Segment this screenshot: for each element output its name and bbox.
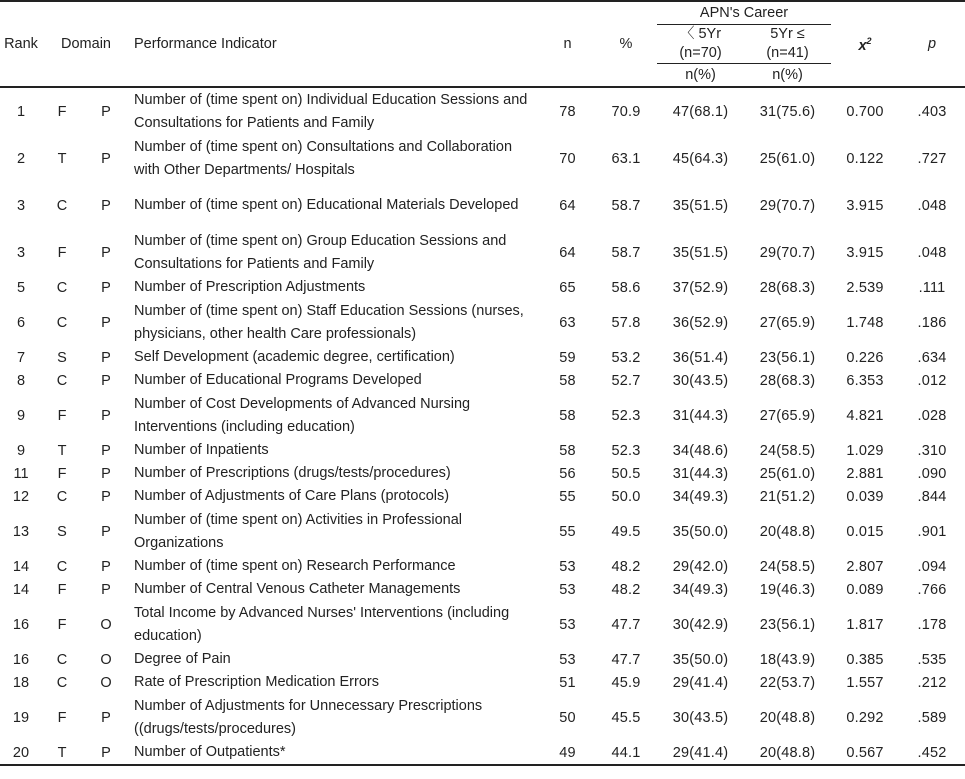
domain-type-cell: C: [56, 372, 68, 389]
p-cell: .844: [917, 488, 947, 505]
pct-cell: 50.0: [611, 488, 641, 505]
domain-kind-cell: P: [101, 709, 111, 726]
n-cell: 64: [559, 244, 576, 261]
p-cell: .094: [917, 558, 947, 575]
chi-cell: 1.817: [846, 616, 884, 633]
p-cell: .634: [917, 349, 947, 366]
indicator-cell: Rate of Prescription Medication Errors: [134, 674, 379, 690]
p-cell: .310: [917, 442, 947, 459]
pct-cell: 50.5: [611, 465, 641, 482]
n-cell: 59: [559, 349, 576, 366]
ge5-cell: 24(58.5): [759, 558, 816, 575]
pct-cell: 53.2: [611, 349, 641, 366]
n-cell: 51: [559, 674, 576, 691]
n-cell: 55: [559, 488, 576, 505]
n-cell: 63: [559, 314, 576, 331]
header-pct: %: [595, 1, 657, 87]
header-career-group: APN's Career: [657, 1, 831, 25]
rank-cell: 18: [12, 674, 30, 691]
rank-cell: 9: [16, 407, 26, 424]
domain-type-cell: C: [56, 674, 68, 691]
header-p: p: [899, 1, 965, 87]
ge5-cell: 31(75.6): [759, 103, 816, 120]
table-row: [0, 462, 965, 485]
rank-cell: 7: [16, 349, 26, 366]
pct-cell: 58.7: [611, 244, 641, 261]
lt5-cell: 29(41.4): [672, 674, 729, 691]
lt5-cell: 34(49.3): [672, 581, 729, 598]
p-cell: .048: [917, 244, 947, 261]
domain-type-cell: S: [57, 523, 67, 540]
header-indicator: Performance Indicator: [130, 1, 540, 87]
n-cell: 58: [559, 442, 576, 459]
ge5-cell: 21(51.2): [759, 488, 816, 505]
p-cell: .111: [918, 279, 946, 296]
domain-type-cell: F: [57, 616, 67, 633]
rank-cell: 9: [16, 442, 26, 459]
n-cell: 53: [559, 651, 576, 668]
ge5-cell: 20(48.8): [759, 523, 816, 540]
rank-cell: 14: [12, 581, 30, 598]
domain-type-cell: F: [57, 465, 67, 482]
ge5-cell: 29(70.7): [759, 197, 816, 214]
p-cell: .012: [917, 372, 947, 389]
p-cell: .452: [899, 741, 965, 765]
p-cell: .090: [917, 465, 947, 482]
n-cell: 53: [559, 558, 576, 575]
rank-cell: 6: [16, 314, 26, 331]
indicator-cell: Number of Educational Programs Developed: [134, 372, 422, 388]
lt5-cell: 29(42.0): [672, 558, 729, 575]
table-row: [0, 346, 965, 369]
header-domain: Domain: [42, 1, 130, 87]
header-n: n: [540, 1, 595, 87]
chi-cell: 6.353: [846, 372, 884, 389]
domain-kind-cell: O: [100, 651, 112, 668]
lt5-cell: 35(51.5): [672, 197, 729, 214]
rank-cell: 3: [16, 244, 26, 261]
indicator-cell: Number of Outpatients*: [130, 741, 540, 765]
chi-cell: 1.748: [846, 314, 884, 331]
rank-cell: 19: [12, 709, 30, 726]
domain-kind-cell: P: [101, 407, 111, 424]
pct-cell: 52.7: [611, 372, 641, 389]
indicator-cell: Self Development (academic degree, certification): [134, 349, 455, 365]
domain-kind-cell: P: [101, 558, 111, 575]
domain-type-cell: C: [56, 279, 68, 296]
pct-cell: 52.3: [611, 407, 641, 424]
header-npct-lt5: n(%): [657, 64, 744, 88]
indicator-cell: Number of Cost Developments of Advanced Nursing Interventions (including education): [134, 395, 471, 435]
domain-type-cell: F: [57, 103, 67, 120]
n-cell: 65: [559, 279, 576, 296]
domain-kind-cell: P: [101, 150, 111, 167]
lt5-cell: 36(52.9): [672, 314, 729, 331]
pct-cell: 48.2: [611, 581, 641, 598]
ge5-cell: 27(65.9): [759, 407, 816, 424]
rank-cell: 11: [13, 465, 29, 482]
rank-cell: 16: [12, 651, 30, 668]
domain-type-cell: F: [57, 581, 67, 598]
n-cell: 56: [559, 465, 576, 482]
p-cell: .589: [917, 709, 947, 726]
table-row: [0, 485, 965, 508]
domain-kind-cell: P: [101, 442, 111, 459]
pct-cell: 58.7: [611, 197, 641, 214]
indicator-cell: Number of Central Venous Catheter Managements: [134, 581, 461, 597]
domain-type-cell: C: [56, 651, 68, 668]
table-row: [0, 229, 965, 276]
header-rank: Rank: [0, 1, 42, 87]
lt5-cell: 31(44.3): [672, 465, 729, 482]
ge5-cell: 20(48.8): [744, 741, 831, 765]
rank-cell: 16: [12, 616, 30, 633]
domain-type-cell: F: [57, 709, 67, 726]
chi-cell: 0.226: [846, 349, 884, 366]
domain-type-cell: C: [56, 558, 68, 575]
chi-cell: 4.821: [846, 407, 884, 424]
header-npct-ge5: n(%): [744, 64, 831, 88]
table-row: [0, 578, 965, 601]
lt5-cell: 31(44.3): [672, 407, 729, 424]
rank-cell: 20: [0, 741, 42, 765]
table-row: [0, 392, 965, 439]
lt5-cell: 30(42.9): [672, 616, 729, 633]
domain-kind-cell: P: [101, 349, 111, 366]
chi-cell: 2.807: [846, 558, 884, 575]
ge5-cell: 24(58.5): [759, 442, 816, 459]
indicator-cell: Number of (time spent on) Group Education Sessions and Consultations for Patients and Family: [134, 232, 507, 272]
p-cell: .212: [917, 674, 947, 691]
n-cell: 49: [540, 741, 595, 765]
ge5-cell: 23(56.1): [759, 616, 816, 633]
domain-kind-cell: P: [101, 488, 111, 505]
chi-cell: 0.089: [846, 581, 884, 598]
table-row: [0, 648, 965, 671]
domain-kind-cell: P: [101, 372, 111, 389]
domain-kind-cell: P: [101, 523, 111, 540]
table-row: [0, 741, 965, 765]
chi-cell: 0.039: [846, 488, 884, 505]
ge5-cell: 25(61.0): [759, 465, 816, 482]
rank-cell: 13: [12, 523, 30, 540]
table-row: [0, 555, 965, 578]
table-row: [0, 508, 965, 555]
rank-cell: 2: [16, 150, 26, 167]
rank-cell: 12: [12, 488, 30, 505]
indicator-cell: Number of Prescriptions (drugs/tests/procedures): [134, 465, 451, 481]
p-cell: .186: [917, 314, 947, 331]
domain-type-cell: C: [56, 197, 68, 214]
domain-kind-cell: P: [101, 279, 111, 296]
domain-type-cell: T: [42, 741, 82, 765]
n-cell: 70: [559, 150, 576, 167]
indicator-cell: Number of Inpatients: [134, 442, 269, 458]
table-row: [0, 182, 965, 229]
domain-kind-cell: P: [101, 197, 111, 214]
n-cell: 55: [559, 523, 576, 540]
rank-cell: 8: [16, 372, 26, 389]
p-cell: .901: [917, 523, 947, 540]
domain-type-cell: T: [57, 150, 67, 167]
lt5-cell: 30(43.5): [672, 372, 729, 389]
indicator-cell: Number of (time spent on) Educational Materials Developed: [134, 197, 519, 213]
domain-type-cell: S: [57, 349, 67, 366]
domain-kind-cell: P: [101, 103, 111, 120]
pct-cell: 70.9: [611, 103, 641, 120]
pct-cell: 58.6: [611, 279, 641, 296]
n-cell: 58: [559, 407, 576, 424]
chi-cell: 0.122: [846, 150, 884, 167]
indicator-cell: Number of Adjustments for Unnecessary Prescriptions ((drugs/tests/procedures): [134, 697, 483, 737]
lt5-cell: 36(51.4): [672, 349, 729, 366]
rank-cell: 3: [16, 197, 26, 214]
chi-cell: 1.557: [846, 674, 884, 691]
chi-cell: 0.567: [831, 741, 899, 765]
pct-cell: 44.1: [595, 741, 657, 765]
ge5-cell: 23(56.1): [759, 349, 816, 366]
chi-cell: 0.292: [846, 709, 884, 726]
indicator-cell: Number of Adjustments of Care Plans (protocols): [134, 488, 450, 504]
domain-kind-cell: O: [100, 616, 112, 633]
pct-cell: 63.1: [611, 150, 641, 167]
lt5-cell: 29(41.4): [657, 741, 744, 765]
table-row: [0, 135, 965, 182]
chi-cell: 2.539: [846, 279, 884, 296]
domain-kind-cell: P: [101, 581, 111, 598]
indicator-cell: Number of (time spent on) Consultations and Collaboration with Other Departments/ Hospitals: [134, 138, 513, 178]
n-cell: 78: [559, 103, 576, 120]
p-cell: .028: [917, 407, 947, 424]
ge5-cell: 28(68.3): [759, 372, 816, 389]
pct-cell: 47.7: [611, 651, 641, 668]
ge5-cell: 22(53.7): [759, 674, 816, 691]
indicator-cell: Degree of Pain: [134, 651, 231, 667]
n-cell: 64: [559, 197, 576, 214]
p-cell: .048: [917, 197, 947, 214]
domain-type-cell: F: [57, 407, 67, 424]
chi-cell: 3.915: [846, 197, 884, 214]
rank-cell: 1: [16, 103, 26, 120]
rank-cell: 5: [16, 279, 26, 296]
indicator-cell: Number of Prescription Adjustments: [134, 279, 366, 295]
table-row: [0, 439, 965, 462]
p-cell: .727: [917, 150, 947, 167]
indicator-cell: Number of (time spent on) Individual Education Sessions and Consultations for Patients and Family: [134, 91, 528, 131]
ge5-cell: 28(68.3): [759, 279, 816, 296]
pct-cell: 47.7: [611, 616, 641, 633]
chi-cell: 3.915: [846, 244, 884, 261]
lt5-cell: 35(51.5): [672, 244, 729, 261]
n-cell: 58: [559, 372, 576, 389]
rank-cell: 14: [12, 558, 30, 575]
ge5-cell: 18(43.9): [759, 651, 816, 668]
ge5-cell: 19(46.3): [759, 581, 816, 598]
header-lt5: 〈 5Yr (n=70): [657, 25, 744, 64]
ge5-cell: 20(48.8): [759, 709, 816, 726]
lt5-cell: 34(48.6): [672, 442, 729, 459]
p-cell: .178: [917, 616, 947, 633]
lt5-cell: 37(52.9): [672, 279, 729, 296]
table-row: [0, 276, 965, 299]
n-cell: 53: [559, 581, 576, 598]
domain-kind-cell: P: [101, 244, 111, 261]
p-cell: .535: [917, 651, 947, 668]
lt5-cell: 30(43.5): [672, 709, 729, 726]
chi-cell: 1.029: [846, 442, 884, 459]
indicator-cell: Number of (time spent on) Research Performance: [134, 558, 456, 574]
n-cell: 50: [559, 709, 576, 726]
lt5-cell: 47(68.1): [672, 103, 729, 120]
n-cell: 53: [559, 616, 576, 633]
domain-type-cell: F: [57, 244, 67, 261]
ge5-cell: 27(65.9): [759, 314, 816, 331]
indicator-cell: Number of (time spent on) Staff Education Sessions (nurses, physicians, other health Care professionals): [134, 302, 524, 342]
chi-cell: 2.881: [846, 465, 884, 482]
domain-type-cell: C: [56, 488, 68, 505]
lt5-cell: 35(50.0): [672, 651, 729, 668]
pct-cell: 45.9: [611, 674, 641, 691]
chi-cell: 0.385: [846, 651, 884, 668]
table-row: [0, 87, 965, 135]
pct-cell: 57.8: [611, 314, 641, 331]
chi-cell: 0.700: [846, 103, 884, 120]
pct-cell: 52.3: [611, 442, 641, 459]
p-cell: .766: [917, 581, 947, 598]
table-row: [0, 601, 965, 648]
lt5-cell: 34(49.3): [672, 488, 729, 505]
table-row: [0, 671, 965, 694]
indicator-cell: Total Income by Advanced Nurses' Interventions (including education): [134, 604, 510, 644]
pct-cell: 45.5: [611, 709, 641, 726]
ge5-cell: 29(70.7): [759, 244, 816, 261]
header-chi-square: $x^2$: [831, 1, 899, 87]
chi-cell: 0.015: [846, 523, 884, 540]
pct-cell: 48.2: [611, 558, 641, 575]
table-row: [0, 694, 965, 741]
lt5-cell: 35(50.0): [672, 523, 729, 540]
domain-kind-cell: O: [100, 674, 112, 691]
table-row: [0, 369, 965, 392]
domain-kind-cell: P: [101, 465, 111, 482]
lt5-cell: 45(64.3): [672, 150, 729, 167]
table-row: [0, 299, 965, 346]
domain-kind-cell: P: [82, 741, 130, 765]
indicator-cell: Number of (time spent on) Activities in Professional Organizations: [134, 511, 462, 551]
p-cell: .403: [917, 103, 947, 120]
domain-type-cell: T: [57, 442, 67, 459]
header-ge5: 5Yr ≤ (n=41): [744, 25, 831, 64]
domain-type-cell: C: [56, 314, 68, 331]
pct-cell: 49.5: [611, 523, 641, 540]
domain-kind-cell: P: [101, 314, 111, 331]
ge5-cell: 25(61.0): [759, 150, 816, 167]
